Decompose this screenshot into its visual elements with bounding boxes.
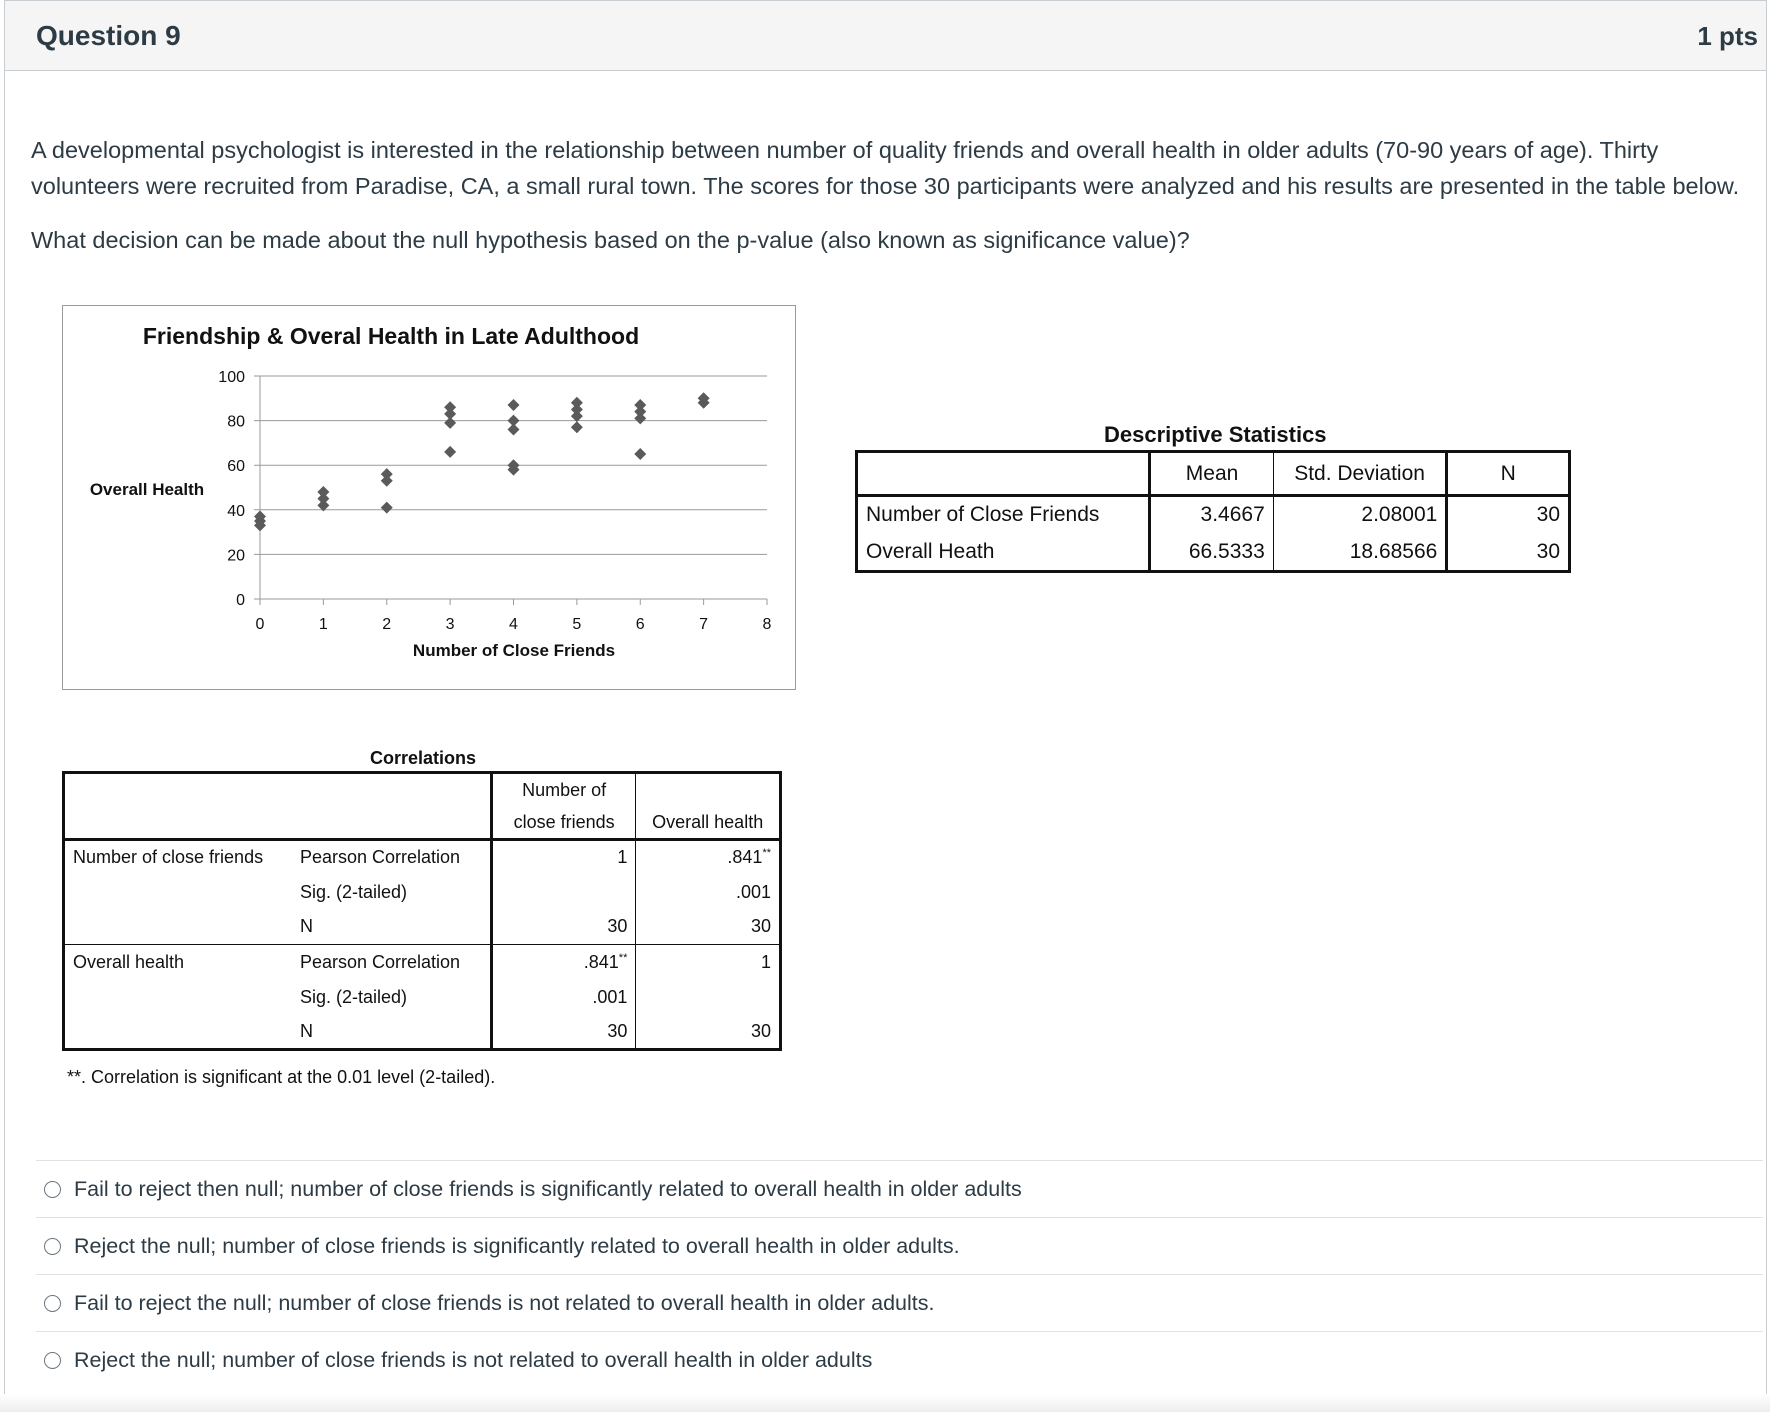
radio-button[interactable] [44,1352,61,1369]
x-tick-label: 4 [509,616,518,633]
table-cell: Overall Heath [857,534,1150,572]
table-row [64,945,781,980]
table-row [857,534,1570,572]
table-cell: 30 [1536,503,1560,527]
data-point [634,448,646,460]
table-row [64,875,781,910]
table-cell [636,980,781,1015]
table-cell [64,1015,292,1050]
answer-option[interactable] [36,1160,1763,1217]
y-tick-label: 60 [227,458,245,476]
chart-ylabel: Overall Health [89,480,205,499]
question-paragraph: A developmental psychologist is interested in the relationship between number of quality friends and overall health in older adults (70-90 years of age). Thirty volunteers were recruited from Paradise, CA, a small rural town. The scores for those 30 participants were analyzed and his results are presented in the table below. [31,137,1740,199]
answer-option[interactable] [36,1274,1763,1331]
significance-marker: ** [762,847,771,860]
data-point [444,417,456,429]
y-tick-label: 100 [218,369,245,386]
data-point [508,399,520,411]
table-cell: Sig. (2-tailed) [292,875,491,910]
question-header [5,1,1766,71]
x-tick-label: 0 [255,616,265,633]
question-text [31,132,1751,258]
y-tick-label: 40 [227,502,245,520]
table-cell: .001 [491,980,635,1015]
table-cell: N [292,1015,491,1050]
table-cell: Overall health [73,951,185,972]
table-header-cell [64,773,292,840]
y-tick-label: 20 [227,547,245,565]
data-point [381,475,393,487]
answer-list [36,1160,1763,1388]
correlation-value: .841 [727,847,763,868]
correlations-table [62,771,782,1051]
table-header-cell: Overall health [636,773,781,840]
table-cell: 2.08001 [1273,496,1447,534]
answer-label: Reject the null; number of close friends is significantly related to overall health in older adults. [74,1233,960,1258]
table-header-row [857,452,1570,496]
scatter-chart-svg [63,306,797,691]
page-bottom-shade [0,1394,1770,1412]
table-cell: 18.68566 [1273,534,1447,572]
question-title: Question 9 [36,20,181,51]
table-header-cell: Std. Deviation [1273,452,1447,496]
table-cell: 1 [760,951,771,972]
radio-button[interactable] [44,1181,61,1198]
table-cell [491,875,635,910]
table-cell: 30 [491,910,635,945]
table-header-cell [292,773,491,840]
table-cell: 66.5333 [1150,534,1273,572]
table-cell: 30 [491,1015,635,1050]
correlations-footnote: **. Correlation is significant at the 0.01 level (2-tailed). [67,1067,496,1087]
answer-label: Reject the null; number of close friends is not related to overall health in older adults [74,1347,873,1372]
table-cell: Sig. (2-tailed) [292,980,491,1015]
significance-marker: ** [618,951,628,964]
table-cell: 1 [491,840,635,875]
data-point [571,421,583,433]
chart-xlabel: Number of Close Friends [412,641,616,660]
table-cell: Number of close friends [73,847,264,868]
y-tick-label: 0 [236,592,245,609]
answer-option[interactable] [36,1217,1763,1274]
table-cell: Pearson Correlation [292,840,491,875]
table-row [64,1015,781,1050]
table-row [64,910,781,945]
table-cell: N [292,910,491,945]
correlation-value: .841 [583,951,619,972]
data-point [634,412,646,424]
table-cell [64,980,292,1015]
table-header-cell: Mean [1150,452,1273,496]
table-cell [636,840,781,875]
table-header-row [64,773,781,840]
answer-label: Fail to reject the null; number of close friends is not related to overall health in older adults. [74,1290,935,1315]
table-row [857,496,1570,534]
answer-label: Fail to reject then null; number of close friends is significantly related to overall health in older adults [74,1176,1022,1201]
table-cell [64,875,292,910]
table-row [64,980,781,1015]
table-cell: .001 [735,881,771,902]
question-prompt: What decision can be made about the null hypothesis based on the p-value (also known as significance value)? [31,227,1190,253]
data-point [381,502,393,514]
x-tick-label: 6 [635,616,645,633]
chart-title: Friendship & Overal Health in Late Adulthood [142,323,640,349]
table-cell [491,945,635,980]
correlations-title: Correlations [370,748,477,768]
table-header-cell: N [1447,452,1570,496]
table-cell: Number of Close Friends [857,496,1150,534]
descriptive-title: Descriptive Statistics [1104,422,1327,447]
x-tick-label: 1 [318,616,328,633]
radio-button[interactable] [44,1238,61,1255]
table-cell: 3.4667 [1150,496,1273,534]
table-cell: Pearson Correlation [292,945,491,980]
x-tick-label: 8 [762,616,772,633]
question-points: 1 pts [1697,21,1758,51]
table-cell: 30 [750,1020,771,1041]
table-header-cell [857,452,1150,496]
x-tick-label: 2 [382,616,392,633]
data-point [508,424,520,436]
table-cell: 30 [1536,539,1560,563]
table-row [64,840,781,875]
x-tick-label: 5 [572,616,582,633]
y-tick-label: 80 [227,413,245,431]
table-header-cell: Number of close friends [491,773,635,840]
table-cell [64,910,292,945]
scatter-chart [62,305,796,690]
x-tick-label: 7 [699,616,709,633]
x-tick-label: 3 [445,616,455,633]
data-point [444,446,456,458]
table-cell: 30 [636,910,781,945]
answer-option[interactable] [36,1331,1763,1388]
descriptive-table [855,450,1571,573]
radio-button[interactable] [44,1295,61,1312]
